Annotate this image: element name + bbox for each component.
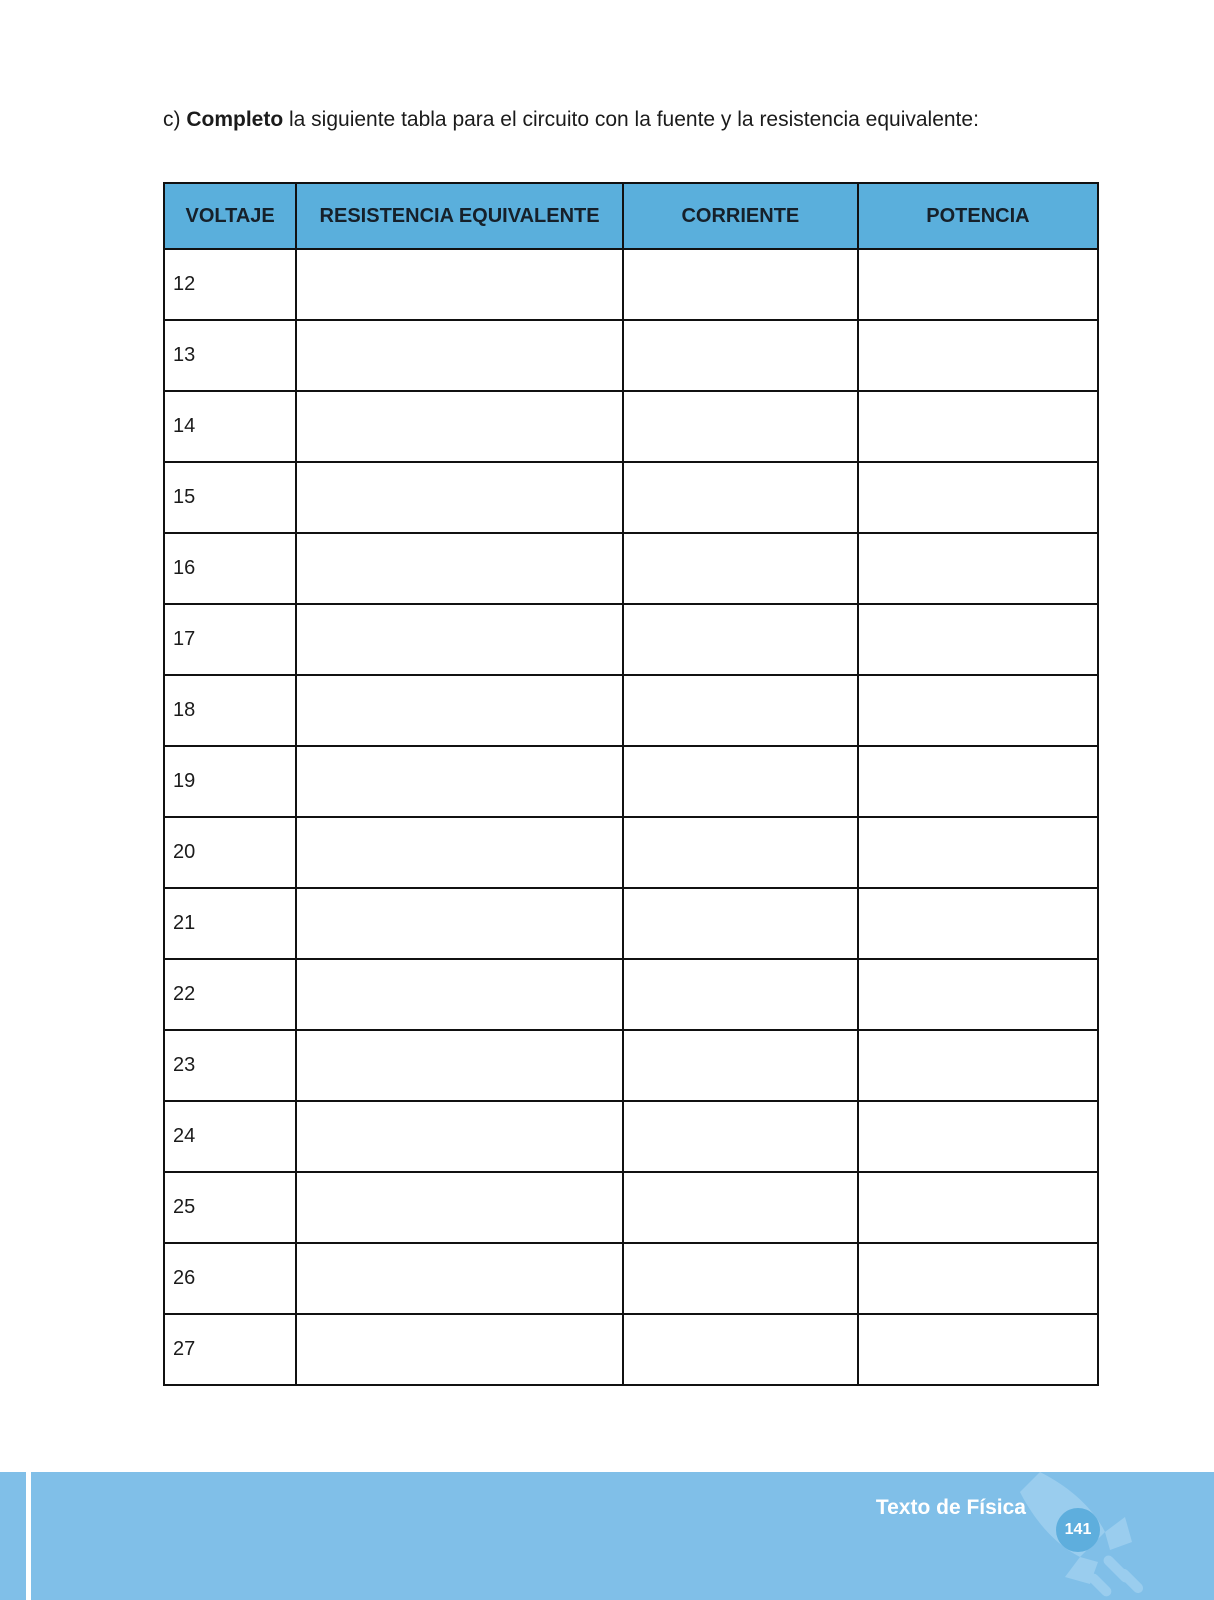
voltage-cell: 18 — [164, 675, 296, 746]
answer-cell[interactable] — [296, 1030, 623, 1101]
answer-cell[interactable] — [623, 675, 858, 746]
answer-cell[interactable] — [623, 1101, 858, 1172]
voltage-cell: 22 — [164, 959, 296, 1030]
table-row — [164, 817, 1098, 888]
answer-cell[interactable] — [623, 320, 858, 391]
data-table — [163, 182, 1099, 1386]
answer-cell[interactable] — [858, 959, 1098, 1030]
answer-cell[interactable] — [296, 320, 623, 391]
answer-cell[interactable] — [858, 604, 1098, 675]
voltage-cell: 25 — [164, 1172, 296, 1243]
book-title: Texto de Física — [875, 1496, 1026, 1519]
table-row — [164, 888, 1098, 959]
answer-cell[interactable] — [296, 1172, 623, 1243]
answer-cell[interactable] — [296, 462, 623, 533]
table-row — [164, 462, 1098, 533]
page-number: 141 — [1056, 1508, 1100, 1552]
voltage-cell: 15 — [164, 462, 296, 533]
answer-cell[interactable] — [296, 604, 623, 675]
answer-cell[interactable] — [296, 675, 623, 746]
page-footer — [0, 1472, 1214, 1600]
answer-cell[interactable] — [623, 1314, 858, 1385]
voltage-cell: 13 — [164, 320, 296, 391]
answer-cell[interactable] — [858, 1243, 1098, 1314]
table-row — [164, 1030, 1098, 1101]
answer-cell[interactable] — [623, 604, 858, 675]
instruction-prefix: c) — [163, 108, 187, 131]
answer-cell[interactable] — [858, 1101, 1098, 1172]
answer-cell[interactable] — [858, 675, 1098, 746]
instruction-text — [163, 108, 979, 132]
answer-cell[interactable] — [858, 533, 1098, 604]
answer-cell[interactable] — [296, 1243, 623, 1314]
table-row — [164, 1101, 1098, 1172]
answer-cell[interactable] — [623, 817, 858, 888]
answer-cell[interactable] — [858, 320, 1098, 391]
voltage-cell: 27 — [164, 1314, 296, 1385]
voltage-cell: 19 — [164, 746, 296, 817]
answer-cell[interactable] — [296, 746, 623, 817]
answer-cell[interactable] — [858, 1172, 1098, 1243]
answer-cell[interactable] — [858, 1314, 1098, 1385]
table-row — [164, 320, 1098, 391]
answer-cell[interactable] — [296, 817, 623, 888]
table-row — [164, 959, 1098, 1030]
answer-cell[interactable] — [623, 462, 858, 533]
voltage-cell: 23 — [164, 1030, 296, 1101]
table-row — [164, 675, 1098, 746]
answer-cell[interactable] — [858, 462, 1098, 533]
table-row — [164, 746, 1098, 817]
answer-cell[interactable] — [296, 1314, 623, 1385]
answer-cell[interactable] — [858, 746, 1098, 817]
instruction-rest: la siguiente tabla para el circuito con la fuente y la resistencia equivalente: — [283, 108, 979, 131]
table-row — [164, 1314, 1098, 1385]
voltage-cell: 17 — [164, 604, 296, 675]
voltage-cell: 20 — [164, 817, 296, 888]
voltage-cell: 26 — [164, 1243, 296, 1314]
table-row — [164, 1243, 1098, 1314]
header-potencia: POTENCIA — [858, 183, 1098, 249]
table-row — [164, 391, 1098, 462]
answer-cell[interactable] — [623, 1172, 858, 1243]
instruction-bold: Completo — [186, 108, 284, 131]
header-corriente: CORRIENTE — [623, 183, 858, 249]
answer-cell[interactable] — [296, 391, 623, 462]
answer-cell[interactable] — [858, 249, 1098, 320]
answer-cell[interactable] — [858, 888, 1098, 959]
table-header-row — [164, 183, 1098, 249]
answer-cell[interactable] — [858, 391, 1098, 462]
answer-cell[interactable] — [296, 959, 623, 1030]
table-row — [164, 604, 1098, 675]
answer-cell[interactable] — [623, 533, 858, 604]
table-row — [164, 249, 1098, 320]
footer-divider — [26, 1472, 31, 1600]
answer-cell[interactable] — [296, 533, 623, 604]
table-row — [164, 1172, 1098, 1243]
answer-cell[interactable] — [858, 1030, 1098, 1101]
answer-cell[interactable] — [858, 817, 1098, 888]
answer-cell[interactable] — [623, 888, 858, 959]
table-body — [164, 249, 1098, 1385]
header-voltaje: VOLTAJE — [164, 183, 296, 249]
table-row — [164, 533, 1098, 604]
answer-cell[interactable] — [623, 1243, 858, 1314]
answer-cell[interactable] — [623, 1030, 858, 1101]
answer-cell[interactable] — [296, 249, 623, 320]
voltage-cell: 14 — [164, 391, 296, 462]
voltage-cell: 12 — [164, 249, 296, 320]
answer-cell[interactable] — [623, 249, 858, 320]
voltage-cell: 16 — [164, 533, 296, 604]
answer-cell[interactable] — [296, 888, 623, 959]
answer-cell[interactable] — [623, 391, 858, 462]
answer-cell[interactable] — [296, 1101, 623, 1172]
voltage-cell: 24 — [164, 1101, 296, 1172]
answer-cell[interactable] — [623, 746, 858, 817]
header-resistencia-equivalente: RESISTENCIA EQUIVALENTE — [296, 183, 623, 249]
answer-cell[interactable] — [623, 959, 858, 1030]
voltage-cell: 21 — [164, 888, 296, 959]
